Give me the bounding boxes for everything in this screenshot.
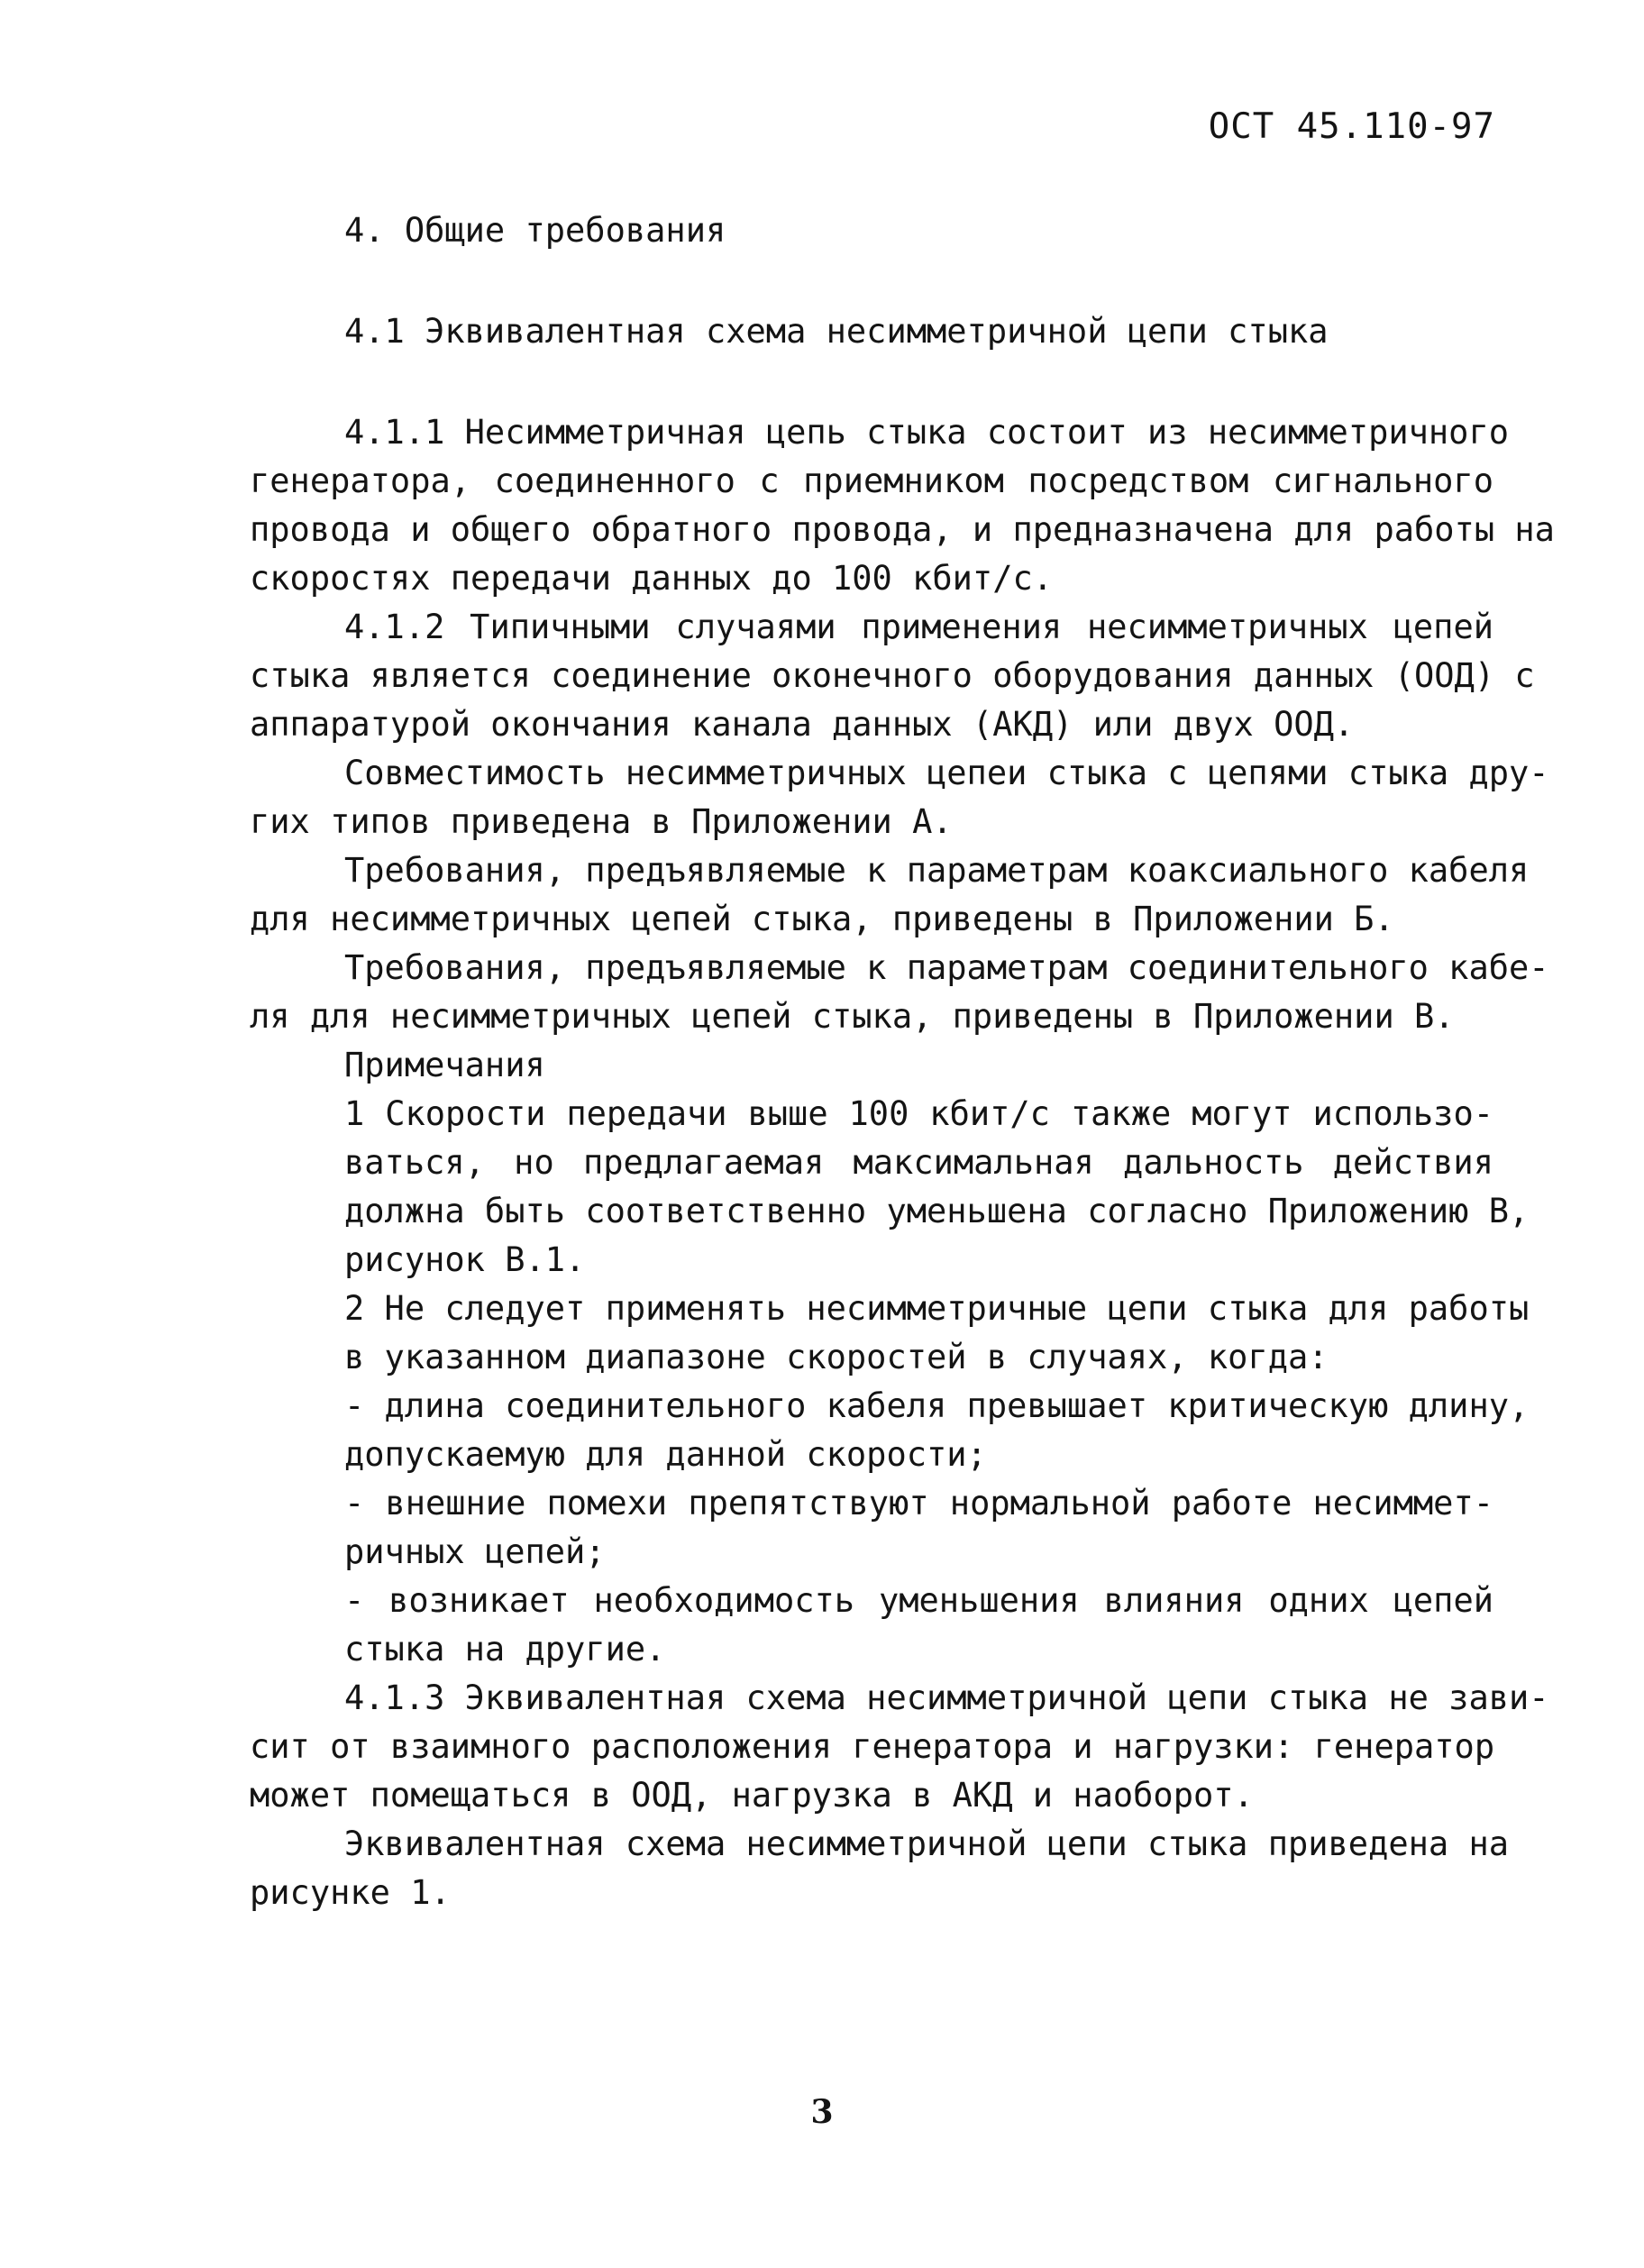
text-line: Совместимость несимметричных цепеи стыка с цепями стыка дру- [344,754,1549,792]
text-line: Эквивалентная схема несимметричной цепи стыка приведена на [344,1824,1510,1863]
text-line: генератора, соединенного с приемником посредством сигнального [250,462,1493,500]
text-line: 4.1.1 Несимметричная цепь стыка состоит из несимметричного [344,413,1510,452]
note-line: - возникает необходимость уменьшения влияния одних цепей [344,1581,1493,1620]
note-line: 1 Скорости передачи выше 100 кбит/с также могут использо- [344,1094,1493,1133]
text-line: Требования, предъявляемые к параметрам коаксиального кабеля [344,851,1530,890]
text-line: гих типов приведена в Приложении А. [250,802,953,841]
note-line: - длина соединительного кабеля превышает критическую длину, [344,1386,1530,1425]
text-line: рисунке 1. [250,1873,451,1912]
document-code: ОСТ 45.110-97 [1208,106,1495,147]
notes-heading: Примечания [344,1046,545,1084]
text-line: сит от взаимного расположения генератора и нагрузки: генератор [250,1727,1495,1766]
text-line: Требования, предъявляемые к параметрам соединительного кабе- [344,948,1549,987]
note-line: ричных цепей; [344,1532,606,1571]
text-line: 4.1.2 Типичными случаями применения несимметричных цепей [344,608,1493,646]
note-line: - внешние помехи препятствуют нормальной работе несиммет- [344,1484,1493,1523]
note-line: стыка на другие. [344,1630,666,1669]
text-line: 4.1.3 Эквивалентная схема несимметричной цепи стыка не зави- [344,1678,1549,1717]
note-line: допускаемую для данной скорости; [344,1435,987,1474]
text-line: ля для несимметричных цепей стыка, приведены в Приложении В. [250,997,1455,1036]
text-line: для несимметричных цепей стыка, приведены в Приложении Б. [250,900,1394,938]
text-line: аппаратурой окончания канала данных (АКД) или двух ООД. [250,705,1355,744]
note-line: 2 Не следует применять несимметричные цепи стыка для работы [344,1289,1530,1328]
text-line: скоростях передачи данных до 100 кбит/с. [250,559,1054,598]
text-line: может помещаться в ООД, нагрузка в АКД и наоборот. [250,1776,1254,1815]
text-line: провода и общего обратного провода, и предназначена для работы на [250,510,1555,549]
text-line: стыка является соединение оконечного оборудования данных (ООД) с [250,656,1535,695]
note-line: рисунок В.1. [344,1240,586,1279]
note-line: должна быть соответственно уменьшена согласно Приложению В, [344,1192,1530,1230]
section-title: 4. Общие требования [344,211,726,250]
subsection-title: 4.1 Эквивалентная схема несимметричной цепи стыка [344,312,1329,351]
page-number: 3 [810,2093,834,2131]
note-line: в указанном диапазоне скоростей в случаях, когда: [344,1338,1329,1376]
note-line: ваться, но предлагаемая максимальная дальность действия [344,1143,1493,1182]
